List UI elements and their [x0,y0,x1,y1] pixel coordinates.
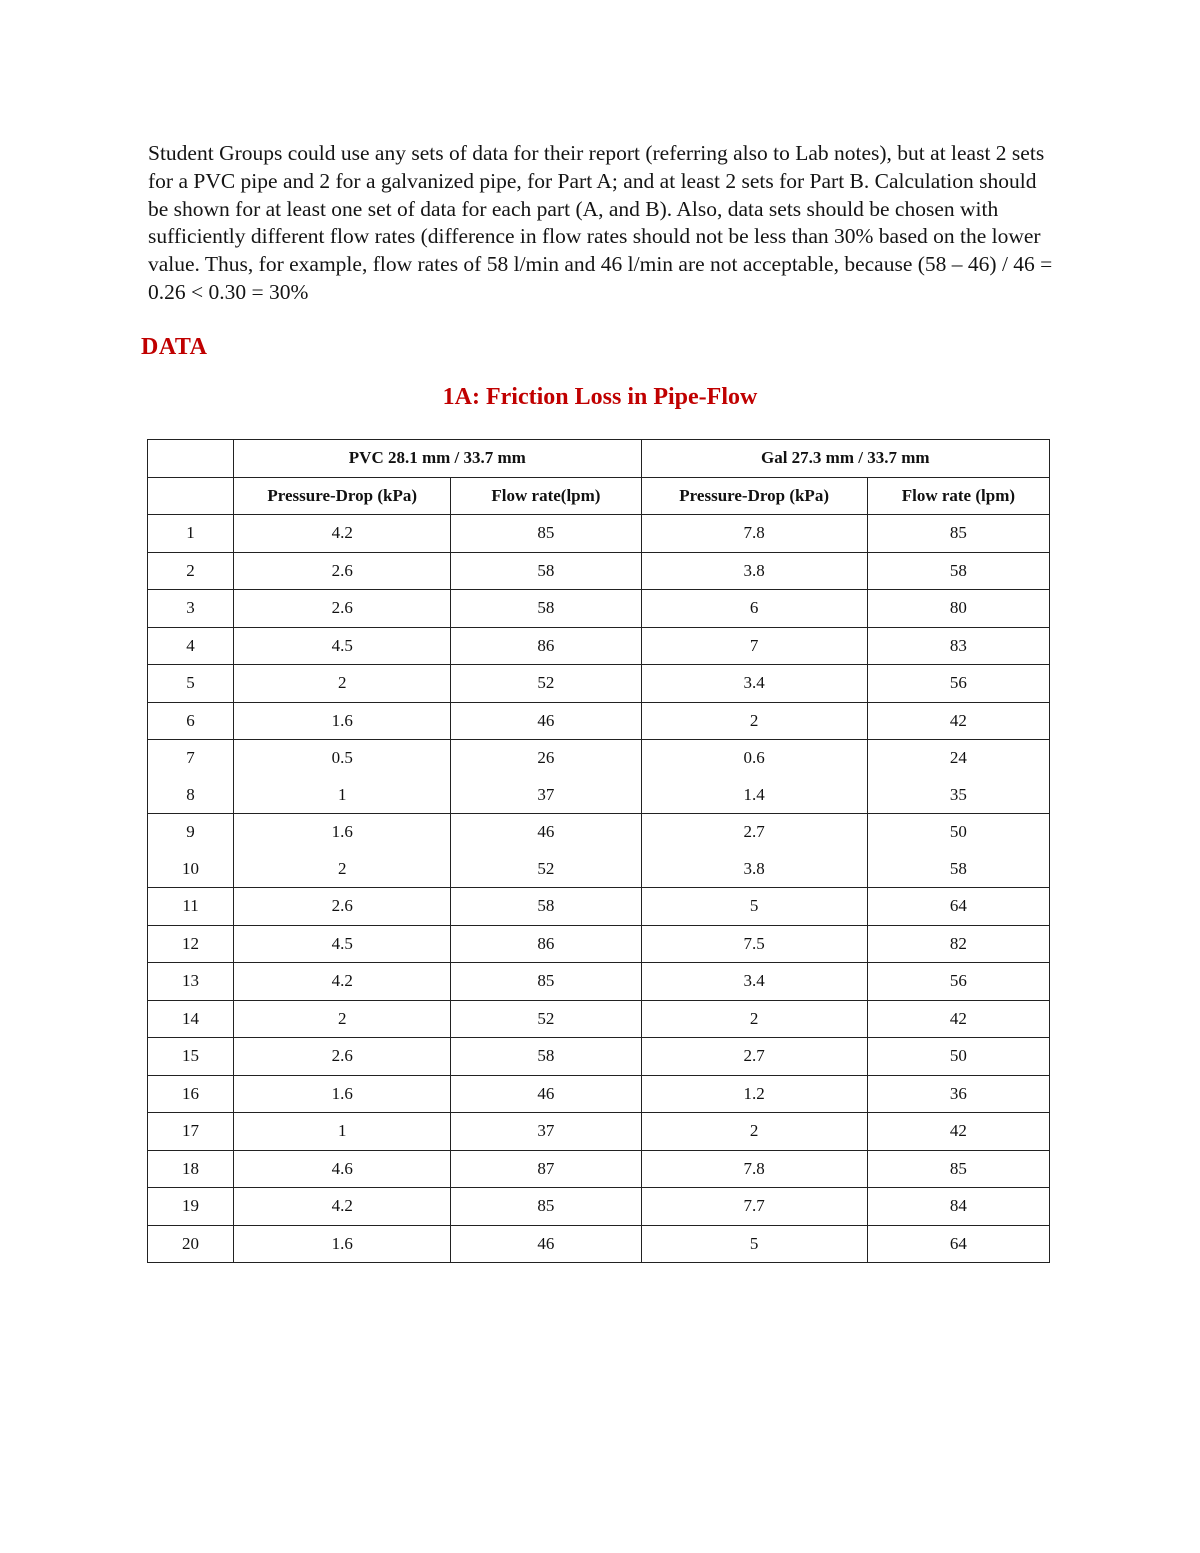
pvc-pressure-drop-cell: 2 [234,1000,451,1038]
pvc-pressure-drop-cell: 2.6 [234,1038,451,1076]
gal-flow-rate-cell: 35 [867,777,1049,814]
gal-flow-rate-cell: 58 [867,552,1049,590]
gal-pressure-drop-cell: 3.8 [641,851,867,888]
row-index-cell: 20 [148,1225,234,1263]
pvc-pressure-drop-cell: 4.6 [234,1150,451,1188]
pvc-pressure-drop-cell: 2 [234,665,451,703]
gal-flow-rate-cell: 36 [867,1075,1049,1113]
table-row [148,665,1050,703]
pvc-flow-rate-cell: 85 [451,1188,641,1226]
gal-flow-rate-cell: 85 [867,1150,1049,1188]
row-index-cell: 4 [148,627,234,665]
gal-pressure-drop-cell: 3.8 [641,552,867,590]
row-index-cell: 11 [148,888,234,926]
table-row [148,925,1050,963]
row-index-cell: 16 [148,1075,234,1113]
gal-flow-rate-cell: 50 [867,1038,1049,1076]
table-row [148,590,1050,628]
gal-flow-rate-cell: 24 [867,740,1049,777]
pvc-pressure-drop-cell: 2.6 [234,552,451,590]
gal-flow-rate-cell: 58 [867,851,1049,888]
gal-pressure-drop-cell: 7.8 [641,515,867,553]
pvc-pressure-drop-cell: 4.5 [234,627,451,665]
row-index-cell: 2 [148,552,234,590]
pvc-flow-rate-header: Flow rate(lpm) [451,477,641,515]
gal-flow-rate-cell: 42 [867,1113,1049,1151]
header-corner-cell [148,477,234,515]
pvc-pressure-drop-header: Pressure-Drop (kPa) [234,477,451,515]
row-index-cell: 14 [148,1000,234,1038]
gal-pressure-drop-cell: 6 [641,590,867,628]
row-index-cell: 3 [148,590,234,628]
table-title: 1A: Friction Loss in Pipe-Flow [442,384,758,410]
table-row [148,963,1050,1001]
gal-flow-rate-cell: 56 [867,665,1049,703]
table-row [148,515,1050,553]
pvc-pressure-drop-cell: 4.2 [234,963,451,1001]
gal-pressure-drop-cell: 2 [641,1113,867,1151]
group-header-row [148,440,1050,478]
gal-flow-rate-cell: 83 [867,627,1049,665]
row-index-cell: 18 [148,1150,234,1188]
table-row [148,1038,1050,1076]
pvc-group-header: PVC 28.1 mm / 33.7 mm [234,440,641,478]
pvc-flow-rate-cell: 85 [451,515,641,553]
pvc-flow-rate-cell: 46 [451,1225,641,1263]
gal-flow-rate-cell: 84 [867,1188,1049,1226]
row-index-cell: 15 [148,1038,234,1076]
gal-pressure-drop-cell: 7.7 [641,1188,867,1226]
pvc-flow-rate-cell: 58 [451,1038,641,1076]
table-row [148,851,1050,888]
row-index-cell: 19 [148,1188,234,1226]
friction-loss-table [147,439,1050,1263]
pvc-pressure-drop-cell: 2.6 [234,590,451,628]
gal-flow-rate-cell: 64 [867,1225,1049,1263]
gal-pressure-drop-cell: 7.5 [641,925,867,963]
pvc-flow-rate-cell: 37 [451,1113,641,1151]
pvc-pressure-drop-cell: 2.6 [234,888,451,926]
row-index-cell: 9 [148,814,234,851]
table-row [148,702,1050,740]
gal-flow-rate-cell: 82 [867,925,1049,963]
header-corner-cell [148,440,234,478]
pvc-pressure-drop-cell: 2 [234,851,451,888]
table-body [148,515,1050,1263]
table-row [148,1075,1050,1113]
row-index-cell: 10 [148,851,234,888]
table-row [148,627,1050,665]
table-row [148,814,1050,851]
table-row [148,1188,1050,1226]
gal-pressure-drop-cell: 1.2 [641,1075,867,1113]
gal-pressure-drop-cell: 5 [641,1225,867,1263]
table-row [148,777,1050,814]
pvc-flow-rate-cell: 52 [451,665,641,703]
table-row [148,888,1050,926]
row-index-cell: 17 [148,1113,234,1151]
gal-pressure-drop-cell: 2.7 [641,814,867,851]
pvc-flow-rate-cell: 26 [451,740,641,777]
pvc-flow-rate-cell: 46 [451,1075,641,1113]
pvc-pressure-drop-cell: 1 [234,1113,451,1151]
gal-flow-rate-cell: 85 [867,515,1049,553]
pvc-pressure-drop-cell: 1.6 [234,814,451,851]
row-index-cell: 13 [148,963,234,1001]
pvc-flow-rate-cell: 86 [451,925,641,963]
row-index-cell: 5 [148,665,234,703]
row-index-cell: 1 [148,515,234,553]
gal-flow-rate-cell: 64 [867,888,1049,926]
pvc-flow-rate-cell: 46 [451,702,641,740]
table-row [148,1225,1050,1263]
pvc-flow-rate-cell: 37 [451,777,641,814]
data-section-heading: DATA [141,334,208,360]
table-row [148,1000,1050,1038]
pvc-flow-rate-cell: 52 [451,851,641,888]
pvc-pressure-drop-cell: 4.5 [234,925,451,963]
column-header-row [148,477,1050,515]
gal-pressure-drop-cell: 0.6 [641,740,867,777]
table-row [148,1150,1050,1188]
pvc-pressure-drop-cell: 1.6 [234,1075,451,1113]
gal-pressure-drop-cell: 7.8 [641,1150,867,1188]
gal-pressure-drop-cell: 2.7 [641,1038,867,1076]
gal-pressure-drop-cell: 5 [641,888,867,926]
gal-pressure-drop-header: Pressure-Drop (kPa) [641,477,867,515]
pvc-pressure-drop-cell: 4.2 [234,1188,451,1226]
row-index-cell: 8 [148,777,234,814]
gal-pressure-drop-cell: 7 [641,627,867,665]
pvc-pressure-drop-cell: 0.5 [234,740,451,777]
pvc-flow-rate-cell: 52 [451,1000,641,1038]
table-row [148,1113,1050,1151]
gal-flow-rate-cell: 50 [867,814,1049,851]
pvc-flow-rate-cell: 86 [451,627,641,665]
pvc-pressure-drop-cell: 1 [234,777,451,814]
intro-paragraph: Student Groups could use any sets of data for their report (referring also to Lab notes), but at least 2 sets for a PVC pipe and 2 for a galvanized pipe, for Part A; and at least 2 sets for Part B. Calculation should be shown for at least one set of data for each part (A, and B). Also, data sets should be chosen with sufficiently different flow rates (difference in flow rates should not be less than 30% based on the lower value. Thus, for example, flow rates of 58 l/min and 46 l/min are not acceptable, because (58 – 46) / 46 = 0.26 < 0.30 = 30% [148,141,1053,304]
pvc-flow-rate-cell: 58 [451,590,641,628]
pvc-flow-rate-cell: 58 [451,888,641,926]
gal-flow-rate-cell: 56 [867,963,1049,1001]
gal-pressure-drop-cell: 2 [641,702,867,740]
gal-pressure-drop-cell: 3.4 [641,963,867,1001]
pvc-pressure-drop-cell: 4.2 [234,515,451,553]
gal-pressure-drop-cell: 2 [641,1000,867,1038]
gal-group-header: Gal 27.3 mm / 33.7 mm [641,440,1049,478]
pvc-flow-rate-cell: 46 [451,814,641,851]
pvc-pressure-drop-cell: 1.6 [234,1225,451,1263]
gal-flow-rate-cell: 80 [867,590,1049,628]
gal-pressure-drop-cell: 3.4 [641,665,867,703]
table-row [148,740,1050,777]
pvc-pressure-drop-cell: 1.6 [234,702,451,740]
row-index-cell: 7 [148,740,234,777]
gal-flow-rate-cell: 42 [867,1000,1049,1038]
pvc-flow-rate-cell: 58 [451,552,641,590]
gal-flow-rate-cell: 42 [867,702,1049,740]
table-row [148,552,1050,590]
row-index-cell: 12 [148,925,234,963]
row-index-cell: 6 [148,702,234,740]
pvc-flow-rate-cell: 85 [451,963,641,1001]
gal-flow-rate-header: Flow rate (lpm) [867,477,1049,515]
pvc-flow-rate-cell: 87 [451,1150,641,1188]
gal-pressure-drop-cell: 1.4 [641,777,867,814]
